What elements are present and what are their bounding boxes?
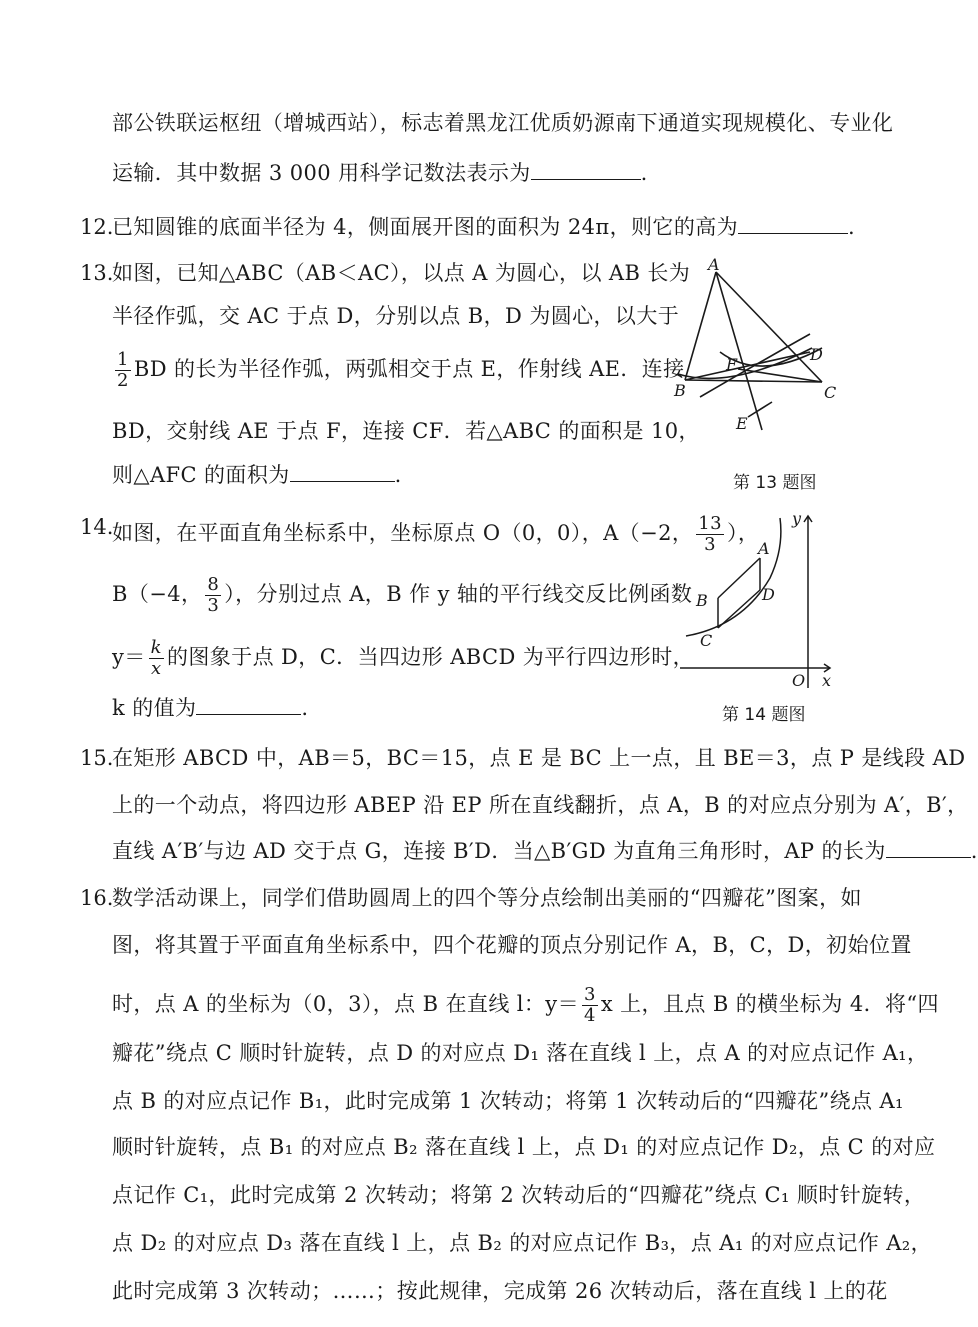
question-number: 16. bbox=[80, 886, 114, 910]
text-line: k 的值为 . bbox=[112, 696, 309, 720]
label-O: O bbox=[792, 671, 806, 690]
label-B: B bbox=[674, 381, 686, 400]
label-y: y bbox=[792, 509, 802, 528]
text-line: 点 D₂ 的对应点 D₃ 落在直线 l 上，点 B₂ 的对应点记作 B₃，点 A₁ 的对应点记作 A₂， bbox=[112, 1231, 932, 1255]
hyperbola bbox=[686, 518, 781, 636]
text-line: 图，将其置于平面直角坐标系中，四个花瓣的顶点分别记作 A，B，C，D，初始位置 bbox=[112, 933, 912, 957]
text-line: 如图，已知△ABC（AB＜AC），以点 A 为圆心，以 AB 长为 bbox=[112, 261, 691, 285]
text-line: 顺时针旋转，点 B₁ 的对应点 B₂ 落在直线 l 上，点 D₁ 的对应点记作 D₂，点 C 的对应 bbox=[112, 1135, 936, 1159]
text-line: 瓣花”绕点 C 顺时针旋转，点 D 的对应点 D₁ 落在直线 l 上，点 A 的对应点记作 A₁， bbox=[112, 1041, 929, 1065]
segment-AB bbox=[718, 558, 760, 598]
text-line: 部公铁联运枢纽（增城西站），标志着黑龙江优质奶源南下通道实现规模化、专业化 bbox=[112, 111, 894, 135]
label-F: F bbox=[726, 355, 738, 374]
text-line: 在矩形 ABCD 中，AB＝5，BC＝15，点 E 是 BC 上一点，且 BE＝3，点 P 是线段 AD bbox=[112, 746, 966, 770]
text-line: 时，点 A 的坐标为（0，3），点 B 在直线 l：y＝ $\frac{3}{4}$ x 上，且点 B 的横坐标为 4．将“四 bbox=[112, 984, 939, 1026]
fraction-three-quarters: $\frac{3}{4}$ bbox=[583, 984, 596, 1026]
segment-BC bbox=[685, 380, 822, 382]
segment-BD bbox=[685, 352, 810, 380]
answer-blank[interactable] bbox=[290, 463, 395, 482]
question-number: 15. bbox=[80, 746, 114, 770]
answer-blank[interactable] bbox=[196, 696, 301, 715]
text-line: 如图，在平面直角坐标系中，坐标原点 O（0，0），A（−2， $\frac{13}{3}$ ）， bbox=[112, 513, 760, 555]
text-line: 直线 A′B′与边 AD 交于点 G，连接 B′D．当△B′GD 为直角三角形时，AP 的长为 . bbox=[112, 839, 978, 863]
label-A: A bbox=[758, 539, 770, 558]
label-B: B bbox=[696, 591, 708, 610]
text-line: 则△AFC 的面积为 . bbox=[112, 463, 402, 487]
question-number: 13. bbox=[80, 261, 114, 285]
label-A: A bbox=[708, 255, 720, 274]
label-C: C bbox=[824, 383, 837, 402]
fraction-half: $\frac{1}{2}$ bbox=[117, 349, 129, 391]
arc-from-D bbox=[700, 334, 810, 397]
text-line: B（−4， $\frac{8}{3}$ ），分别过点 A，B 作 y 轴的平行线交反比例函数 bbox=[112, 574, 693, 616]
label-E: E bbox=[736, 414, 748, 433]
figure-caption: 第 13 题图 bbox=[733, 473, 817, 493]
question-number: 14. bbox=[80, 515, 114, 539]
question-number: 12. bbox=[80, 215, 114, 239]
figure-13 bbox=[660, 252, 860, 452]
text-line: 已知圆锥的底面半径为 4，侧面展开图的面积为 24π，则它的高为 . bbox=[112, 215, 856, 239]
fraction-k-over-x: $\frac{k}{x}$ bbox=[150, 637, 162, 679]
segment-CF bbox=[738, 369, 822, 382]
segment-CD bbox=[718, 590, 760, 628]
figure-caption: 第 14 题图 bbox=[722, 705, 806, 725]
text-line: 数学活动课上，同学们借助圆周上的四个等分点绘制出美丽的“四瓣花”图案，如 bbox=[112, 886, 862, 910]
text-line: 运输．其中数据 3 000 用科学记数法表示为 . bbox=[112, 161, 648, 185]
text-line: 点记作 C₁，此时完成第 2 次转动；将第 2 次转动后的“四瓣花”绕点 C₁ 顺时针旋转， bbox=[112, 1183, 926, 1207]
text-line: 点 B 的对应点记作 B₁，此时完成第 1 次转动；将第 1 次转动后的“四瓣花”绕点 A₁ bbox=[112, 1089, 904, 1113]
label-C: C bbox=[700, 631, 713, 650]
figure-14 bbox=[672, 508, 842, 698]
text-line: $\frac{1}{2}$ BD 的长为半径作弧，两弧相交于点 E，作射线 AE．连接 bbox=[117, 349, 685, 391]
text-line: 上的一个动点，将四边形 ABEP 沿 EP 所在直线翻折，点 A，B 的对应点分别为 A′，B′， bbox=[112, 793, 969, 817]
arc-mark-E bbox=[748, 402, 772, 417]
answer-blank[interactable] bbox=[531, 161, 641, 180]
fraction-thirteen-thirds: $\frac{13}{3}$ bbox=[698, 513, 722, 555]
text-line: y＝ $\frac{k}{x}$ 的图象于点 D，C．当四边形 ABCD 为平行四边形时， bbox=[112, 637, 695, 679]
fraction-eight-thirds: $\frac{8}{3}$ bbox=[207, 574, 220, 616]
label-D: D bbox=[810, 345, 823, 364]
answer-blank[interactable] bbox=[886, 839, 971, 858]
text-line: BD，交射线 AE 于点 F，连接 CF．若△ABC 的面积是 10， bbox=[112, 419, 700, 443]
segment-AB bbox=[685, 272, 716, 380]
answer-blank[interactable] bbox=[738, 215, 848, 234]
label-x: x bbox=[822, 671, 832, 690]
text-line: 半径作弧，交 AC 于点 D，分别以点 B，D 为圆心，以大于 bbox=[112, 304, 680, 328]
text-line: 此时完成第 3 次转动；……；按此规律，完成第 26 次转动后，落在直线 l 上的花 bbox=[112, 1279, 888, 1303]
label-D: D bbox=[762, 585, 775, 604]
